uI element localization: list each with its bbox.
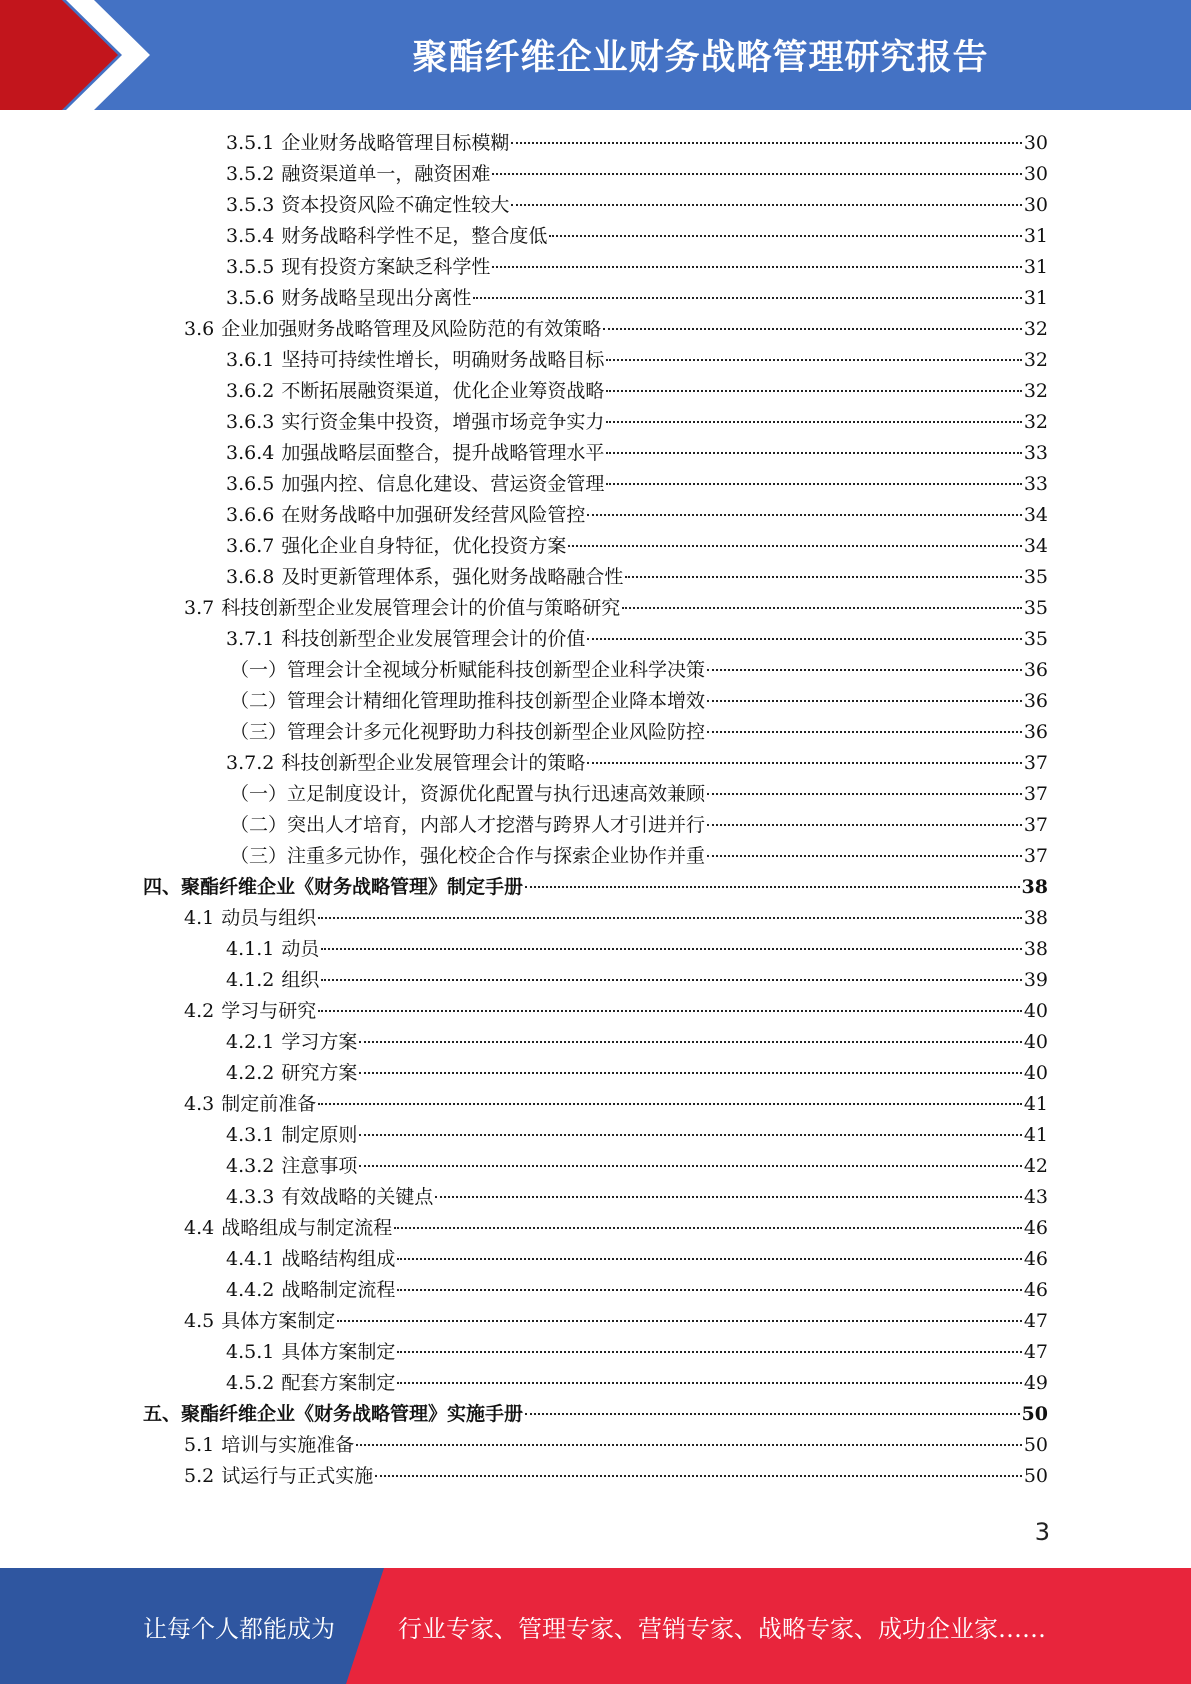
toc-entry-page: 30 (1023, 132, 1048, 154)
toc-entry-title: 战略组成与制定流程 (221, 1217, 393, 1239)
toc-dot-leader (356, 1444, 1022, 1446)
toc-entry-number: 4.4 (184, 1217, 215, 1239)
toc-entry[interactable] (226, 1275, 1048, 1306)
toc-entry-number: 3.7 (184, 597, 215, 619)
toc-entry-page: 35 (1023, 628, 1048, 650)
toc-entry-number: 4.1 (184, 907, 215, 929)
toc-entry[interactable] (184, 314, 1048, 345)
toc-entry-number: 3.6.1 (226, 349, 275, 371)
toc-entry[interactable] (226, 624, 1048, 655)
toc-entry[interactable] (184, 996, 1048, 1027)
toc-entry-title: 实行资金集中投资，增强市场竞争实力 (281, 411, 605, 433)
toc-entry-title: 培训与实施准备 (221, 1434, 355, 1456)
toc-entry-number: 4.3.3 (226, 1186, 275, 1208)
toc-entry-page: 50 (1023, 1434, 1048, 1456)
toc-dot-leader (397, 1351, 1021, 1353)
toc-entry[interactable] (226, 407, 1048, 438)
toc-entry[interactable] (184, 1306, 1048, 1337)
toc-dot-leader (492, 173, 1021, 175)
toc-entry[interactable] (226, 1244, 1048, 1275)
toc-entry[interactable] (230, 779, 1048, 810)
toc-entry-number: 3.6.4 (226, 442, 275, 464)
toc-entry[interactable] (226, 748, 1048, 779)
footer-tagline: 行业专家、管理专家、营销专家、战略专家、成功企业家…… (398, 1614, 1046, 1643)
toc-entry-page: 33 (1023, 442, 1048, 464)
toc-entry[interactable] (226, 159, 1048, 190)
toc-entry-page: 41 (1023, 1124, 1048, 1146)
toc-entry-title: 制定前准备 (221, 1093, 317, 1115)
toc-dot-leader (603, 328, 1022, 330)
toc-dot-leader (587, 514, 1021, 516)
toc-entry-title: 企业加强财务战略管理及风险防范的有效策略 (221, 318, 602, 340)
toc-entry-page: 37 (1023, 752, 1048, 774)
toc-dot-leader (606, 452, 1021, 454)
toc-entry-page: 30 (1023, 194, 1048, 216)
toc-entry[interactable] (226, 1182, 1048, 1213)
toc-entry[interactable] (226, 965, 1048, 996)
toc-dot-leader (318, 1010, 1022, 1012)
toc-entry-number: 3.5.5 (226, 256, 275, 278)
toc-entry-title: 坚持可持续性增长，明确财务战略目标 (281, 349, 605, 371)
toc-entry-page: 43 (1023, 1186, 1048, 1208)
toc-entry-page: 31 (1023, 287, 1048, 309)
toc-dot-leader (375, 1475, 1022, 1477)
toc-entry-title: 配套方案制定 (281, 1372, 396, 1394)
footer-slogan: 让每个人都能成为 (143, 1614, 335, 1643)
toc-entry[interactable] (226, 531, 1048, 562)
toc-entry-number: 3.5.1 (226, 132, 275, 154)
toc-entry-number: 4.1.2 (226, 969, 275, 991)
toc-entry-title: （三）注重多元协作，强化校企合作与探索企业协作并重 (230, 845, 706, 867)
toc-entry-number: 3.6.6 (226, 504, 275, 526)
toc-entry[interactable] (226, 1368, 1048, 1399)
toc-entry-page: 37 (1023, 845, 1048, 867)
toc-entry-number: 5.2 (184, 1465, 215, 1487)
toc-entry-number: 3.5.6 (226, 287, 275, 309)
toc-entry-page: 37 (1023, 783, 1048, 805)
toc-entry-page: 32 (1023, 349, 1048, 371)
toc-entry-page: 31 (1023, 256, 1048, 278)
toc-entry[interactable] (226, 500, 1048, 531)
toc-entry[interactable] (226, 1120, 1048, 1151)
toc-entry[interactable] (143, 1399, 1048, 1430)
toc-entry[interactable] (184, 1089, 1048, 1120)
toc-entry-number: 4.2.2 (226, 1062, 275, 1084)
toc-dot-leader (707, 824, 1022, 826)
toc-entry-number: 3.6.7 (226, 535, 275, 557)
toc-dot-leader (321, 979, 1021, 981)
toc-entry-page: 37 (1023, 814, 1048, 836)
toc-entry-page: 42 (1023, 1155, 1048, 1177)
toc-entry[interactable] (226, 1027, 1048, 1058)
toc-dot-leader (492, 266, 1021, 268)
toc-entry-title: （一）立足制度设计，资源优化配置与执行迅速高效兼顾 (230, 783, 706, 805)
toc-entry[interactable] (184, 1213, 1048, 1244)
toc-entry[interactable] (226, 1058, 1048, 1089)
toc-entry-title: 具体方案制定 (221, 1310, 336, 1332)
toc-entry[interactable] (226, 934, 1048, 965)
toc-entry-title: 四、聚酯纤维企业《财务战略管理》制定手册 (143, 876, 524, 898)
toc-dot-leader (587, 762, 1021, 764)
toc-entry-page: 35 (1023, 566, 1048, 588)
toc-entry-number: 3.7.2 (226, 752, 275, 774)
toc-entry-title: 试运行与正式实施 (221, 1465, 374, 1487)
toc-entry-title: 资本投资风险不确定性较大 (281, 194, 510, 216)
toc-entry-title: 学习方案 (281, 1031, 358, 1053)
toc-entry-title: 企业财务战略管理目标模糊 (281, 132, 510, 154)
toc-entry-number: 3.7.1 (226, 628, 275, 650)
toc-entry-title: 学习与研究 (221, 1000, 317, 1022)
toc-entry-page: 49 (1023, 1372, 1048, 1394)
toc-entry-page: 47 (1023, 1341, 1048, 1363)
toc-entry-title: （一）管理会计全视域分析赋能科技创新型企业科学决策 (230, 659, 706, 681)
toc-dot-leader (707, 731, 1022, 733)
toc-entry-title: 不断拓展融资渠道，优化企业筹资战略 (281, 380, 605, 402)
toc-entry-number: 4.1.1 (226, 938, 275, 960)
toc-dot-leader (397, 1258, 1021, 1260)
toc-entry-page: 38 (1021, 876, 1048, 898)
toc-dot-leader (359, 1134, 1021, 1136)
toc-dot-leader (606, 390, 1021, 392)
toc-entry-title: 制定原则 (281, 1124, 358, 1146)
toc-entry[interactable] (226, 562, 1048, 593)
toc-entry-page: 36 (1023, 659, 1048, 681)
toc-dot-leader (359, 1165, 1021, 1167)
toc-entry-title: 加强战略层面整合，提升战略管理水平 (281, 442, 605, 464)
toc-entry-number: 3.6.3 (226, 411, 275, 433)
toc-dot-leader (473, 297, 1021, 299)
toc-entry[interactable] (226, 221, 1048, 252)
toc-entry-page: 40 (1023, 1000, 1048, 1022)
toc-entry-page: 32 (1023, 411, 1048, 433)
toc-entry[interactable] (226, 1151, 1048, 1182)
toc-entry-page: 47 (1023, 1310, 1048, 1332)
toc-entry[interactable] (230, 717, 1048, 748)
toc-entry-number: 4.5.1 (226, 1341, 275, 1363)
toc-entry-number: 4.2.1 (226, 1031, 275, 1053)
toc-dot-leader (359, 1041, 1021, 1043)
toc-dot-leader (394, 1227, 1022, 1229)
toc-entry[interactable] (184, 903, 1048, 934)
toc-entry-page: 40 (1023, 1062, 1048, 1084)
toc-entry-number: 4.2 (184, 1000, 215, 1022)
toc-entry-title: 战略结构组成 (281, 1248, 396, 1270)
toc-entry-title: 动员 (281, 938, 320, 960)
toc-entry-page: 34 (1023, 504, 1048, 526)
toc-entry-page: 50 (1023, 1465, 1048, 1487)
toc-entry[interactable] (226, 252, 1048, 283)
toc-entry-number: 3.5.3 (226, 194, 275, 216)
toc-entry-title: 强化企业自身特征，优化投资方案 (281, 535, 567, 557)
toc-dot-leader (337, 1320, 1022, 1322)
toc-entry[interactable] (226, 1337, 1048, 1368)
toc-entry-title: 组织 (281, 969, 320, 991)
toc-entry-number: 3.6 (184, 318, 215, 340)
toc-dot-leader (625, 576, 1021, 578)
toc-entry-title: 财务战略呈现出分离性 (281, 287, 472, 309)
toc-dot-leader (587, 638, 1021, 640)
toc-entry-page: 38 (1023, 907, 1048, 929)
toc-dot-leader (511, 142, 1021, 144)
toc-entry[interactable] (230, 686, 1048, 717)
toc-entry-title: 五、聚酯纤维企业《财务战略管理》实施手册 (143, 1403, 524, 1425)
toc-dot-leader (622, 607, 1022, 609)
toc-dot-leader (549, 235, 1021, 237)
toc-entry-number: 4.5.2 (226, 1372, 275, 1394)
toc-entry-number: 3.5.2 (226, 163, 275, 185)
toc-dot-leader (397, 1382, 1021, 1384)
toc-entry-number: 4.3.1 (226, 1124, 275, 1146)
toc-dot-leader (435, 1196, 1021, 1198)
toc-entry[interactable] (184, 593, 1048, 624)
toc-entry-title: 战略制定流程 (281, 1279, 396, 1301)
toc-entry-title: 科技创新型企业发展管理会计的策略 (281, 752, 586, 774)
toc-entry-number: 4.3 (184, 1093, 215, 1115)
toc-dot-leader (318, 917, 1022, 919)
toc-entry[interactable] (143, 872, 1048, 903)
document-title: 聚酯纤维企业财务战略管理研究报告 (412, 38, 989, 78)
toc-dot-leader (606, 421, 1021, 423)
toc-entry[interactable] (226, 376, 1048, 407)
toc-entry-title: 动员与组织 (221, 907, 317, 929)
toc-entry-title: （二）突出人才培育，内部人才挖潜与跨界人才引进并行 (230, 814, 706, 836)
toc-dot-leader (707, 855, 1022, 857)
toc-entry-number: 3.6.2 (226, 380, 275, 402)
toc-dot-leader (321, 948, 1021, 950)
toc-entry-title: 注意事项 (281, 1155, 358, 1177)
toc-entry-number: 4.5 (184, 1310, 215, 1332)
toc-entry[interactable] (230, 841, 1048, 872)
toc-entry-page: 41 (1023, 1093, 1048, 1115)
toc-entry-page: 38 (1023, 938, 1048, 960)
toc-entry-title: 现有投资方案缺乏科学性 (281, 256, 491, 278)
toc-entry[interactable] (184, 1461, 1048, 1492)
toc-entry-page: 46 (1023, 1217, 1048, 1239)
toc-entry-title: 财务战略科学性不足，整合度低 (281, 225, 548, 247)
page-footer (0, 1568, 1191, 1684)
toc-dot-leader (568, 545, 1021, 547)
toc-entry-page: 35 (1023, 597, 1048, 619)
toc-entry-page: 36 (1023, 721, 1048, 743)
toc-entry-page: 32 (1023, 318, 1048, 340)
toc-entry-page: 32 (1023, 380, 1048, 402)
toc-entry-title: 在财务战略中加强研发经营风险管控 (281, 504, 586, 526)
toc-entry-number: 5.1 (184, 1434, 215, 1456)
toc-dot-leader (707, 793, 1022, 795)
toc-entry[interactable] (184, 1430, 1048, 1461)
toc-dot-leader (359, 1072, 1021, 1074)
toc-dot-leader (606, 359, 1021, 361)
toc-entry[interactable] (226, 190, 1048, 221)
toc-entry-page: 34 (1023, 535, 1048, 557)
toc-entry-title: 科技创新型企业发展管理会计的价值 (281, 628, 586, 650)
toc-entry-number: 4.3.2 (226, 1155, 275, 1177)
toc-entry-page: 30 (1023, 163, 1048, 185)
toc-entry-page: 46 (1023, 1279, 1048, 1301)
toc-entry-page: 40 (1023, 1031, 1048, 1053)
toc-entry-number: 3.6.5 (226, 473, 275, 495)
toc-dot-leader (397, 1289, 1021, 1291)
page-number: 3 (1034, 1518, 1050, 1546)
toc-entry-title: 具体方案制定 (281, 1341, 396, 1363)
toc-entry[interactable] (226, 283, 1048, 314)
toc-entry-title: 研究方案 (281, 1062, 358, 1084)
toc-entry-page: 36 (1023, 690, 1048, 712)
toc-entry-page: 39 (1023, 969, 1048, 991)
toc-entry-page: 31 (1023, 225, 1048, 247)
toc-dot-leader (606, 483, 1021, 485)
toc-entry-title: 及时更新管理体系，强化财务战略融合性 (281, 566, 624, 588)
toc-dot-leader (707, 700, 1022, 702)
toc-entry-page: 50 (1021, 1403, 1048, 1425)
toc-dot-leader (707, 669, 1022, 671)
toc-entry-title: 科技创新型企业发展管理会计的价值与策略研究 (221, 597, 621, 619)
toc-entry-number: 4.4.2 (226, 1279, 275, 1301)
toc-dot-leader (525, 886, 1020, 888)
toc-entry[interactable] (226, 438, 1048, 469)
toc-entry[interactable] (226, 128, 1048, 159)
toc-entry-page: 33 (1023, 473, 1048, 495)
toc-entry-title: 有效战略的关键点 (281, 1186, 434, 1208)
toc-entry-number: 4.4.1 (226, 1248, 275, 1270)
page-header (0, 0, 1191, 110)
toc-entry-title: 融资渠道单一，融资困难 (281, 163, 491, 185)
toc-entry[interactable] (226, 469, 1048, 500)
toc-entry[interactable] (230, 810, 1048, 841)
toc-entry-title: 加强内控、信息化建设、营运资金管理 (281, 473, 605, 495)
toc-entry-title: （三）管理会计多元化视野助力科技创新型企业风险防控 (230, 721, 706, 743)
toc-entry-title: （二）管理会计精细化管理助推科技创新型企业降本增效 (230, 690, 706, 712)
toc-entry[interactable] (226, 345, 1048, 376)
toc-entry-page: 46 (1023, 1248, 1048, 1270)
toc-dot-leader (318, 1103, 1022, 1105)
toc-entry-number: 3.5.4 (226, 225, 275, 247)
toc-dot-leader (511, 204, 1021, 206)
toc-entry[interactable] (230, 655, 1048, 686)
toc-entry-number: 3.6.8 (226, 566, 275, 588)
toc-dot-leader (525, 1413, 1020, 1415)
